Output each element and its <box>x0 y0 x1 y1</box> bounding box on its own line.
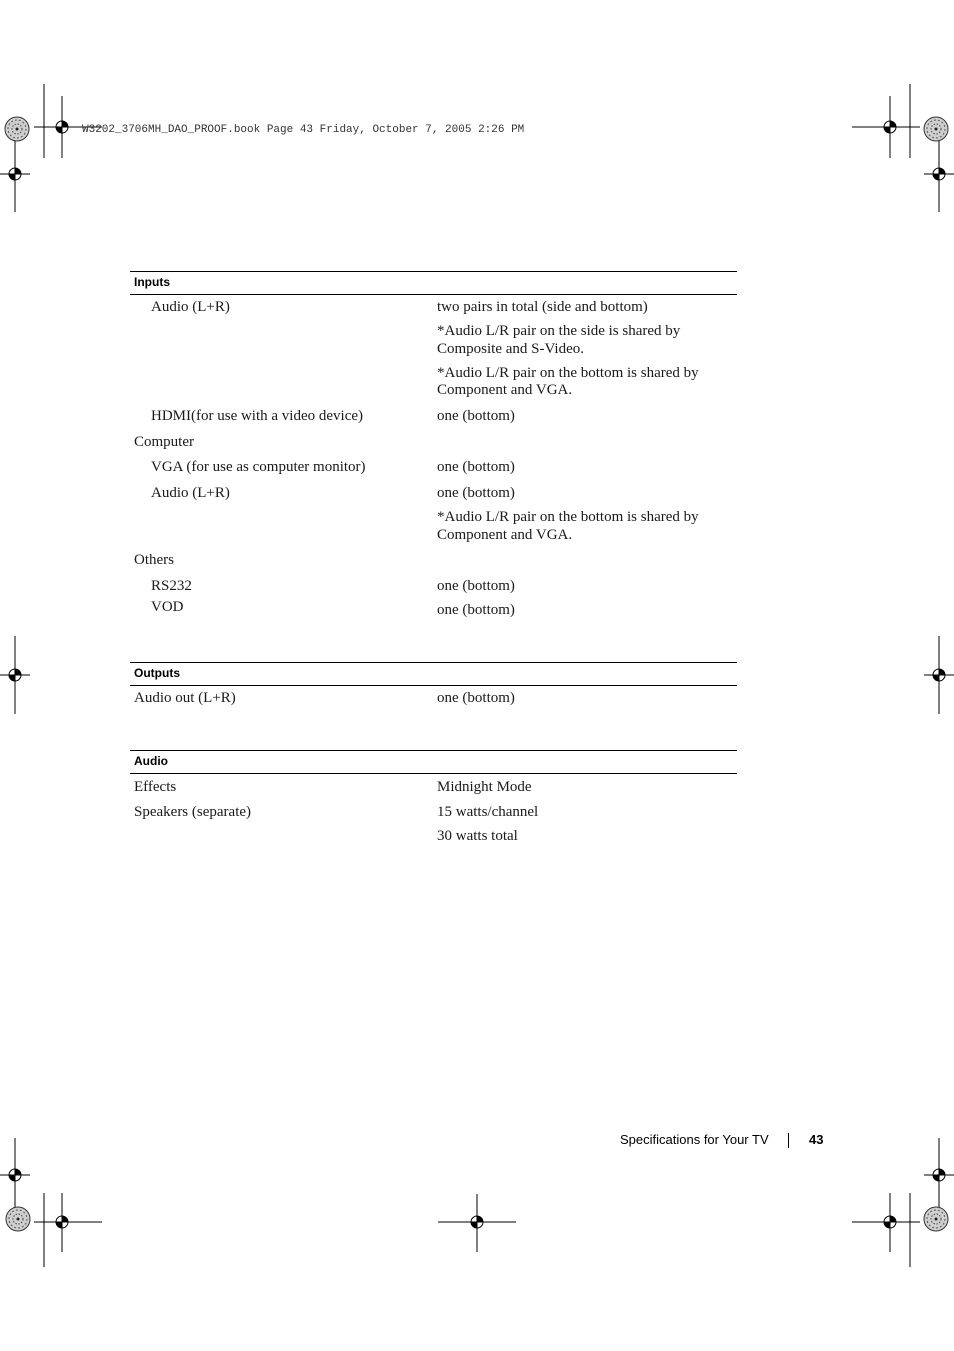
rs232-label: RS232 <box>151 578 192 594</box>
audio-out-label: Audio out (L+R) <box>134 690 236 706</box>
vga-label: VGA (for use as computer monitor) <box>151 459 366 475</box>
proof-header: W3202_3706MH_DAO_PROOF.book Page 43 Friday, October 7, 2005 2:26 PM <box>82 124 525 136</box>
hdmi-value: one (bottom) <box>437 408 515 424</box>
footer-separator <box>788 1133 789 1148</box>
outputs-section-heading <box>130 662 737 686</box>
computer-audio-note-line2: Component and VGA. <box>437 527 573 543</box>
rs232-value: one (bottom) <box>437 578 515 594</box>
hdmi-label: HDMI(for use with a video device) <box>151 408 364 424</box>
audio-side-note-line1: *Audio L/R pair on the side is shared by <box>437 323 681 339</box>
audio-lr-label: Audio (L+R) <box>151 299 230 315</box>
computer-audio-label: Audio (L+R) <box>151 485 230 501</box>
speakers-label: Speakers (separate) <box>134 804 252 820</box>
effects-label: Effects <box>134 779 177 795</box>
effects-value: Midnight Mode <box>437 779 532 795</box>
outputs-heading-label: Outputs <box>134 666 180 680</box>
speakers-value-2: 30 watts total <box>437 828 518 844</box>
audio-out-value: one (bottom) <box>437 690 515 706</box>
computer-audio-note-line1: *Audio L/R pair on the bottom is shared by <box>437 509 699 525</box>
inputs-section-heading <box>130 271 737 295</box>
computer-label: Computer <box>134 434 194 450</box>
audio-bottom-note-line2: Component and VGA. <box>437 382 573 398</box>
audio-lr-value: two pairs in total (side and bottom) <box>437 299 648 315</box>
others-label: Others <box>134 552 174 568</box>
vod-value: one (bottom) <box>437 602 515 618</box>
speakers-value-1: 15 watts/channel <box>437 804 539 820</box>
page-number: 43 <box>809 1132 824 1147</box>
computer-audio-value: one (bottom) <box>437 485 515 501</box>
footer-title: Specifications for Your TV <box>620 1132 769 1147</box>
audio-heading-label: Audio <box>134 754 168 768</box>
vod-label: VOD <box>151 599 184 615</box>
vga-value: one (bottom) <box>437 459 515 475</box>
audio-bottom-note-line1: *Audio L/R pair on the bottom is shared by <box>437 365 699 381</box>
inputs-heading-label: Inputs <box>134 275 170 289</box>
audio-section-heading <box>130 750 737 774</box>
audio-side-note-line2: Composite and S-Video. <box>437 341 585 357</box>
